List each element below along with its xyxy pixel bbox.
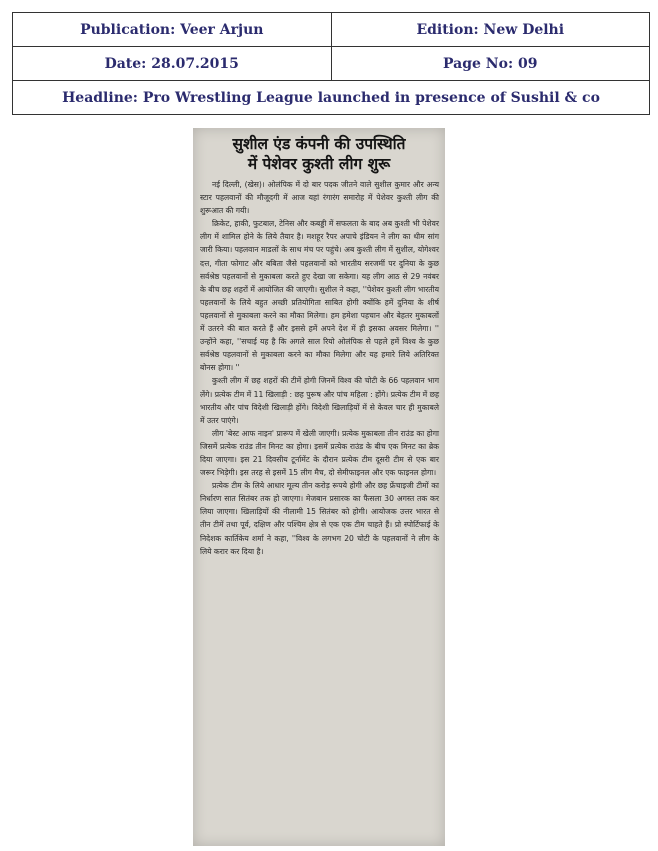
clipping-headline-line: सुशील एंड कंपनी की उपस्थिति — [232, 135, 406, 153]
newspaper-clipping — [193, 128, 445, 846]
publication-cell: Publication: Veer Arjun — [13, 13, 332, 47]
page-number-cell: Page No: 09 — [331, 47, 650, 81]
metadata-row — [13, 13, 650, 47]
clipping-headline — [201, 134, 437, 174]
date-cell: Date: 28.07.2015 — [13, 47, 332, 81]
edition-cell: Edition: New Delhi — [331, 13, 650, 47]
article-paragraph: लीग 'बेस्ट आफ नाइन' प्रारूप में खेली जाएगी। प्रत्येक मुकाबला तीन राउंड का होगा जिसमें प्रत्येक राउंड तीन मिनट का होगा। इसमें प्रत्येक राउंड के बीच एक मिनट का ब्रेक दिया जाएगा। इस 21 दिवसीय टूर्नामेंट के दौरान प्रत्येक टीम दूसरी टीम से एक बार जरूर भिड़ेगी। इस तरह से इसमें 15 लीग मैच, दो सेमीफाइनल और एक फाइनल होगा। — [200, 428, 439, 478]
metadata-row — [13, 81, 650, 115]
article-paragraph: नई दिल्ली, (खेस)। ओलंपिक में दो बार पदक जीतने वाले सुशील कुमार और अन्य स्टार पहलवानों की मौजूदगी में आज यहां रंगारंग समारोह में पेशेवर कुश्ती लीग की शुरूआत की गयी। — [200, 180, 439, 216]
article-paragraph: कुश्ती लीग में छह शहरों की टीमें होगी जिनमें विश्व की चोटी के 66 पहलवान भाग लेंगे। प्रत्येक टीम में 11 खिलाड़ी : छह पुरूष और पांच महिला : होंगे। प्रत्येक टीम में छह भारतीय और पांच विदेशी खिलाड़ी होंगे। विदेशी खिलाड़ियों में से केवल चार ही मुकाबले में उतर पाएंगे। — [200, 376, 439, 425]
metadata-row — [13, 47, 650, 81]
article-paragraph: प्रत्येक टीम के लिये आधार मूल्य तीन करोड़ रूपये होगी और छह फ्रेंचाइजी टीमों का निर्धारण सात सितंबर तक हो जाएगा। मेजबान प्रसारक का फैसला 30 अगस्त तक कर लिया जाएगा। खिलाड़ियों की नीलामी 15 सितंबर को होगी। आयोजक उत्तर भारत से तीन टीमें तथा पूर्व, दक्षिण और पश्चिम क्षेत्र से एक एक टीम चाहते हैं। प्रो स्पोर्टिफाई के निदेशक कार्तिकेय शर्मा ने कहा, ''विश्व के लगभग 20 चोटी के पहलवानों ने लीग के लिये करार कर दिया है। — [200, 481, 439, 556]
clipping-metadata-table — [12, 12, 650, 115]
article-paragraph: क्रिकेट, हाकी, फुटबाल, टेनिस और कबड्डी में सफलता के बाद अब कुश्ती भी पेशेवर लीग में शामिल होने के लिये तैयार है। मशहूर रैपर अपाचे इंडियन ने लीग का थीम सांग जारी किया। पहलवान माडलों के साथ मंच पर पहुंचे। अब कुश्ती लीग में सुशील, योगेश्वर दत्त, गीता फोगाट और बबिता जैसे पहलवानों को भारतीय सरजमीं पर दुनिया के कुछ सर्वश्रेष्ठ पहलवानों से मुकाबला करते हुए देखा जा सकेगा। यह लीग आठ से 29 नवंबर के बीच छह शहरों में आयोजित की जाएगी। सुशील ने कहा, ''पेशेवर कुश्ती लीग भारतीय पहलवानों के लिये बहुत अच्छी प्रतियोगिता साबित होगी क्योंकि हमें दुनिया के शीर्ष पहलवानों से मुकाबला करने का मौका मिलेगा। हम हमेशा पहचान और बेहतर मुकाबलों में उतरने की बात करते हैं और इससे हमें अपने देश में ही इसका अवसर मिलेगा। '' उन्होंने कहा, ''सचाई यह है कि अगले साल रियो ओलंपिक से पहले हमें विश्व के कुछ सर्वश्रेष्ठ पहलवानों से मुकाबला करने का मौका मिलेगा और यह हमारे लिये अतिरिक्त बोनस होगा। '' — [200, 219, 439, 373]
headline-cell: Headline: Pro Wrestling League launched in presence of Sushil & co — [13, 81, 650, 115]
clipping-headline-line: में पेशेवर कुश्ती लीग शुरू — [247, 155, 391, 173]
clipping-article-body — [200, 178, 439, 558]
